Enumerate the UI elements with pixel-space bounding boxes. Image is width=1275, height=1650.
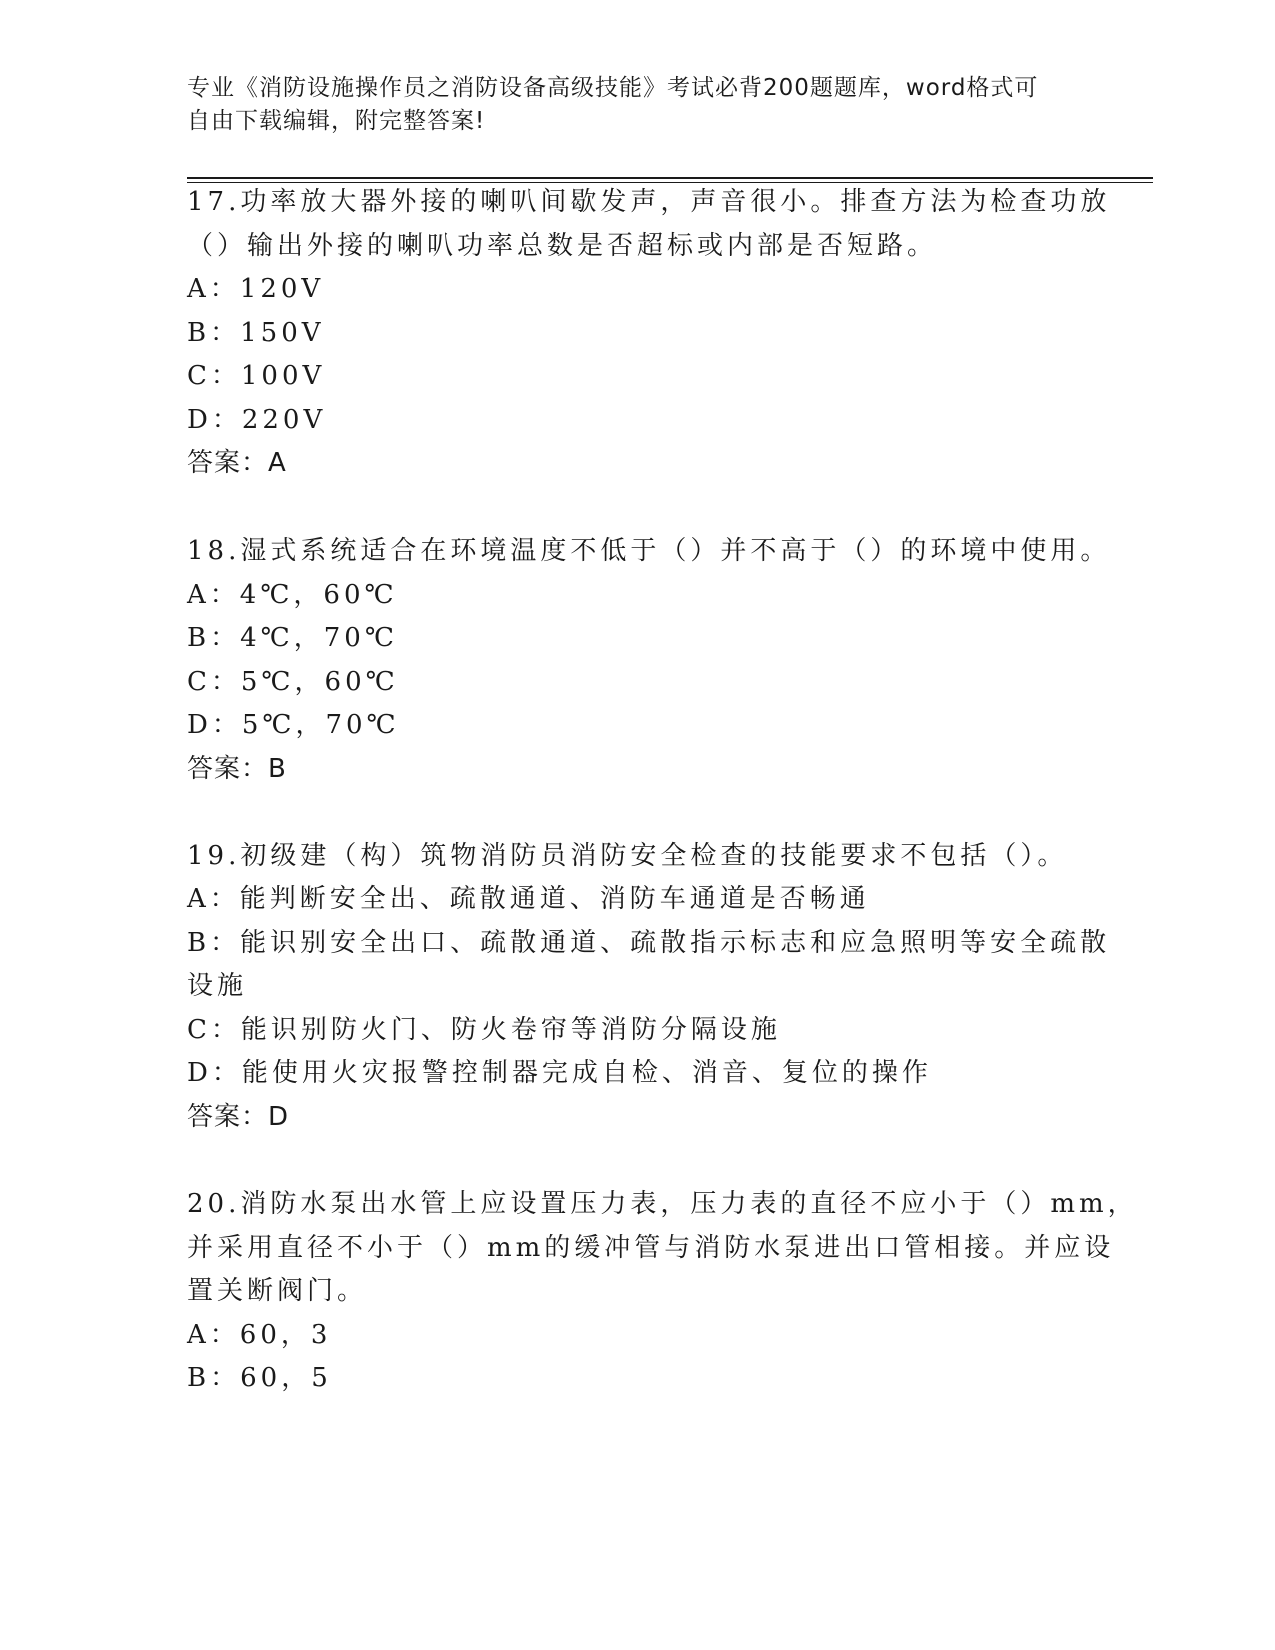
header-line-1: 专业《消防设施操作员之消防设备高级技能》考试必背200题题库，word格式可 bbox=[187, 75, 1039, 101]
answer: 答案：A bbox=[187, 448, 287, 478]
option-b: B：60，5 bbox=[187, 1363, 332, 1393]
option-c: C：100V bbox=[187, 361, 326, 391]
question-stem: 置关断阀门。 bbox=[187, 1276, 368, 1306]
question-stem: 20.消防水泵出水管上应设置压力表，压力表的直径不应小于（）mm， bbox=[187, 1189, 1138, 1219]
header-line-2: 自由下载编辑，附完整答案! bbox=[187, 108, 486, 134]
option-b: B：能识别安全出口、疏散通道、疏散指示标志和应急照明等安全疏散 bbox=[187, 928, 1111, 958]
answer: 答案：B bbox=[187, 754, 287, 784]
header-divider bbox=[187, 177, 1153, 183]
question-stem: 并采用直径不小于（）mm的缓冲管与消防水泵进出口管相接。并应设 bbox=[187, 1233, 1115, 1263]
option-a: A：60，3 bbox=[187, 1320, 332, 1350]
option-a: A：4℃，60℃ bbox=[187, 580, 398, 610]
document-header bbox=[187, 72, 1067, 138]
question-stem: （）输出外接的喇叭功率总数是否超标或内部是否短路。 bbox=[187, 231, 938, 261]
option-a: A：能判断安全出、疏散通道、消防车通道是否畅通 bbox=[187, 884, 870, 914]
question-stem: 17.功率放大器外接的喇叭间歇发声，声音很小。排查方法为检查功放 bbox=[187, 187, 1111, 217]
option-a: A：120V bbox=[187, 274, 325, 304]
answer: 答案：D bbox=[187, 1102, 290, 1132]
option-d: D：能使用火灾报警控制器完成自检、消音、复位的操作 bbox=[187, 1058, 932, 1088]
option-c: C：能识别防火门、防火卷帘等消防分隔设施 bbox=[187, 1015, 781, 1045]
question-stem: 19.初级建（构）筑物消防员消防安全检查的技能要求不包括（）。 bbox=[187, 841, 1068, 871]
option-c: C：5℃，60℃ bbox=[187, 667, 399, 697]
option-b-continued: 设施 bbox=[187, 971, 248, 1001]
question-stem: 18.湿式系统适合在环境温度不低于（）并不高于（）的环境中使用。 bbox=[187, 536, 1111, 566]
option-d: D：220V bbox=[187, 405, 327, 435]
option-b: B：150V bbox=[187, 318, 325, 348]
option-d: D：5℃，70℃ bbox=[187, 710, 400, 740]
option-b: B：4℃，70℃ bbox=[187, 623, 398, 653]
